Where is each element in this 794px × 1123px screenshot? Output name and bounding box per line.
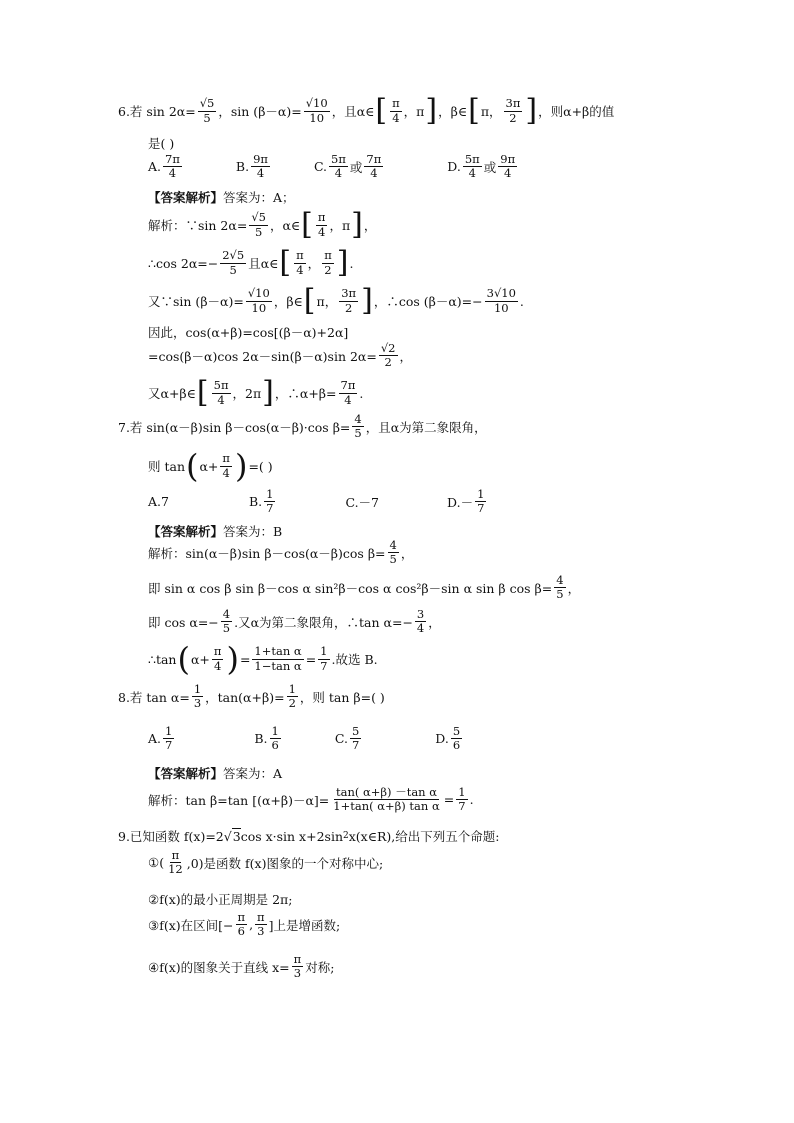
q6-solution-line1: 解析：∵sin 2α= $\frac{√5}{5}$ ，α∈ [ $\frac{\pi}{4}$ ，π ] ， (148, 207, 377, 242)
math-symbol: ( (186, 447, 199, 485)
fraction: $\frac{4}{5}$ (556, 573, 564, 602)
math-symbol: ] (525, 93, 538, 128)
q7-stem-line1: 7.若 sin(α－β)sin β－cos(α－β)·cos β= $\frac{4}{5}$ ，且α为第二象限角， (118, 412, 487, 441)
q9-stem: 9.已知函数 f(x)=2 √ 3 cos x·sin x+2sin 2 x(x∈R),给出下列五个命题: (118, 828, 500, 844)
fraction: $\frac{1}{7}$ (320, 644, 328, 673)
math-symbol: ) (226, 640, 239, 678)
fraction: $\frac{√10}{10}$ (305, 96, 328, 125)
q6-solution-line3: 又∵sin (β－α)= $\frac{√10}{10}$ ，β∈ [ π， $\frac{3\pi}{2}$ ] ，∴cos (β－α)=− $\frac{3√10}{10}$ . (148, 283, 524, 318)
fraction: $\frac{5\pi}{4}$ (331, 152, 346, 181)
fraction: $\frac{5}{7}$ (351, 724, 360, 753)
math-symbol: [ (301, 207, 313, 242)
fraction: $\frac{4}{5}$ (354, 412, 362, 441)
fraction: $\frac{√5}{5}$ (251, 210, 266, 239)
fraction: $\frac{\pi}{4}$ (296, 248, 304, 277)
fraction: $\frac{\pi}{12}$ (168, 848, 183, 877)
option-c: C.－7 (345, 494, 380, 510)
option-a: A. (148, 731, 162, 747)
fraction: $\frac{\text{1+tan α}}{\text{1−tan α}}$ (254, 644, 302, 673)
option-b: B. (235, 159, 250, 175)
fraction: $\frac{√10}{10}$ (247, 286, 270, 315)
fraction: $\frac{1}{7}$ (165, 724, 173, 753)
math-symbol: [ (375, 93, 388, 128)
q6-solution-line4: 因此，cos(α+β)=cos[(β－α)+2α] (148, 325, 349, 340)
fraction: $\frac{\pi}{4}$ (213, 644, 222, 673)
fraction: $\frac{3√10}{10}$ (486, 286, 516, 315)
q9-proposition-3: ③f(x)在区间[− $\frac{\pi}{6}$ , $\frac{\pi}{3}$ ]上是增函数; (148, 910, 341, 939)
math-symbol: 2 (343, 831, 349, 841)
q7-stem-line2: 则 tan ( α+ $\frac{\pi}{4}$ ) =( ) (148, 447, 273, 485)
fraction: $\frac{5\pi}{4}$ (213, 378, 229, 407)
q9-proposition-2: ②f(x)的最小正周期是 2π; (148, 892, 293, 907)
fraction: $\frac{5}{6}$ (452, 724, 461, 753)
option-a: A.7 (148, 494, 169, 510)
q8-answer: 【答案解析】 答案为：A (148, 766, 283, 781)
option-c: C. (313, 159, 328, 175)
q8-solution: 解析：tan β=tan [(α+β)－α]= $\frac{\text{tan( α+β) －tan α}}{\text{1+tan( α+β) tan α}}$ = $\frac{1}{7}$ . (148, 785, 474, 814)
fraction: $\frac{9\pi}{4}$ (253, 152, 268, 181)
fraction: $\frac{1}{3}$ (193, 682, 202, 711)
math-symbol: [ (279, 245, 292, 280)
fraction: $\frac{1}{7}$ (458, 785, 466, 814)
q6-stem-line1: 6.若 sin 2α= $\frac{√5}{5}$ ，sin (β－α)= $\frac{√10}{10}$ ，且α∈ [ $\frac{\pi}{4}$ ，π ] ，β∈ [ π， $\frac{3\pi}{2}$ ] ，则α+β的值 (118, 93, 615, 128)
fraction: $\frac{1}{7}$ (477, 487, 485, 516)
q6-stem-line2: 是( ) (148, 136, 175, 151)
fraction: $\frac{7\pi}{4}$ (165, 152, 180, 181)
fraction: $\frac{\pi}{4}$ (317, 210, 326, 239)
fraction: $\frac{\pi}{3}$ (257, 910, 265, 939)
math-symbol: ) (234, 447, 248, 485)
q7-answer: 【答案解析】 答案为：B (148, 524, 283, 539)
q7-solution-line2: 即 sin α cos β sin β－cos α sin²β－cos α cos²β－sin α sin β cos β= $\frac{4}{5}$ ， (148, 573, 581, 602)
option-a: A. (148, 159, 162, 175)
q8-options (148, 725, 464, 752)
fraction: $\frac{\pi}{4}$ (222, 451, 230, 480)
q6-solution-line5: =cos(β－α)cos 2α－sin(β－α)sin 2α= $\frac{√2}{2}$ ， (148, 341, 413, 370)
fraction: $\frac{3}{4}$ (416, 607, 425, 636)
q9-proposition-4: ④f(x)的图象关于直线 x= $\frac{\pi}{3}$ 对称; (148, 952, 335, 981)
q6-options: A. $\frac{7\pi}{4}$ B. $\frac{9\pi}{4}$ C. $\frac{5\pi}{4}$ 或 $\frac{7\pi}{4}$ D. $\frac{5\pi}{4}$ 或 $\frac{9\pi}{4}$ (148, 152, 516, 181)
fraction: $\frac{\pi}{6}$ (237, 910, 246, 939)
math-symbol: [ (196, 375, 209, 410)
math-symbol: ] (262, 375, 274, 410)
math-symbol: ] (425, 93, 438, 128)
fraction: $\frac{5\pi}{4}$ (464, 152, 480, 181)
math-symbol: ] (361, 283, 373, 318)
fraction: $\frac{\text{tan( α+β) －tan α}}{\text{1+tan( α+β) tan α}}$ (333, 785, 440, 814)
fraction: $\frac{4}{5}$ (389, 538, 397, 567)
q7-solution-line3: 即 cos α=− $\frac{4}{5}$ .又α为第二象限角，∴tan α=− $\frac{3}{4}$ ， (148, 607, 441, 636)
fraction: $\frac{4}{5}$ (222, 607, 231, 636)
fraction: $\frac{\pi}{2}$ (324, 248, 332, 277)
fraction: $\frac{9\pi}{4}$ (500, 152, 516, 181)
fraction: $\frac{\pi}{3}$ (293, 952, 302, 981)
q9-proposition-1: ①( $\frac{\pi}{12}$ ,0)是函数 f(x)图象的一个对称中心; (148, 848, 384, 877)
fraction: $\frac{3\pi}{2}$ (505, 96, 521, 125)
math-symbol: 3 (232, 829, 241, 844)
q6-solution-line6: 又α+β∈ [ $\frac{5\pi}{4}$ ，2π ] ，∴α+β= $\frac{7\pi}{4}$ . (148, 375, 364, 410)
fraction: $\frac{\pi}{4}$ (392, 96, 400, 125)
fraction: $\frac{3\pi}{2}$ (341, 286, 357, 315)
option-d: D. (435, 731, 449, 747)
option-d: D. (447, 159, 461, 175)
math-symbol: [ (468, 93, 480, 128)
math-symbol: ] (336, 245, 349, 280)
fraction: $\frac{1}{2}$ (288, 682, 296, 711)
option-b: B. (248, 494, 263, 510)
q8-stem: 8.若 tan α= $\frac{1}{3}$ ，tan(α+β)= $\frac{1}{2}$ ，则 tan β=( ) (118, 682, 385, 711)
fraction: $\frac{2√5}{5}$ (222, 248, 245, 277)
q7-options (148, 488, 488, 515)
fraction: $\frac{√5}{5}$ (199, 96, 215, 125)
option-d: D.－ (447, 494, 474, 510)
fraction: $\frac{1}{6}$ (271, 724, 279, 753)
fraction: $\frac{1}{7}$ (266, 487, 274, 516)
math-symbol: ( (177, 640, 190, 678)
q7-solution-line4: ∴tan ( α+ $\frac{\pi}{4}$ ) = $\frac{\text{1+tan α}}{\text{1−tan α}}$ = $\frac{1}{7}$ .故选 B. (148, 640, 378, 678)
q6-solution-line2: ∴cos 2α=− $\frac{2√5}{5}$ 且α∈ [ $\frac{\pi}{4}$ ， $\frac{\pi}{2}$ ] . (148, 245, 354, 280)
option-c: C. (334, 731, 348, 747)
fraction: $\frac{√2}{2}$ (380, 341, 396, 370)
math-symbol: ] (351, 207, 363, 242)
fraction: $\frac{7\pi}{4}$ (366, 152, 382, 181)
q6-answer: 【答案解析】 答案为：A； (148, 190, 295, 205)
fraction: $\frac{7\pi}{4}$ (340, 378, 356, 407)
math-symbol: [ (303, 283, 316, 318)
option-b: B. (254, 731, 268, 747)
q7-solution-line1: 解析：sin(α－β)sin β－cos(α－β)cos β= $\frac{4}{5}$ ， (148, 538, 414, 567)
